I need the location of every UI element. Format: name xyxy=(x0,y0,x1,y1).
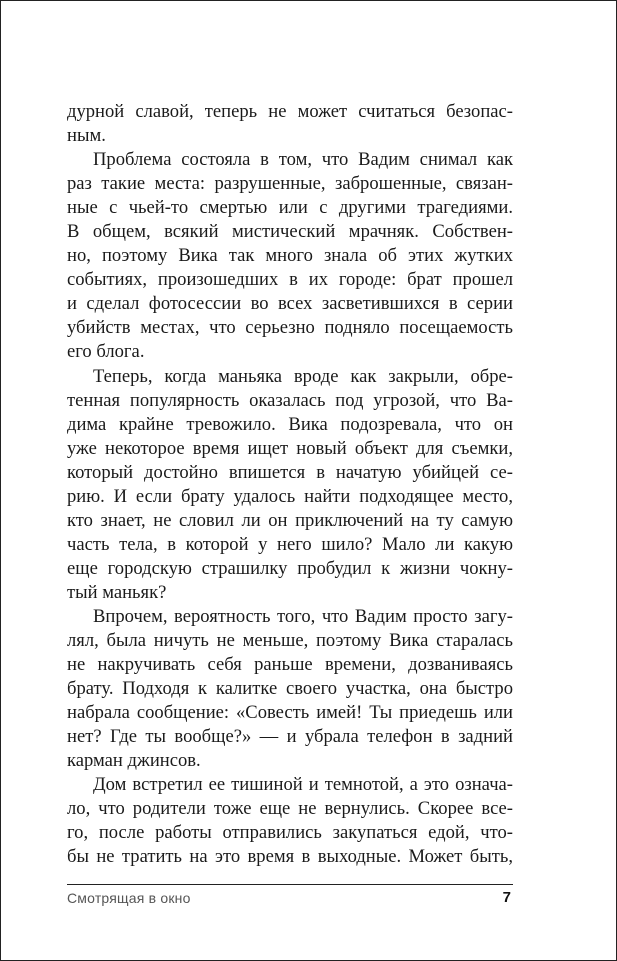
text-line: не накручивать себя раньше времени, дозваниваясь xyxy=(67,654,513,676)
text-line: рию. И если брату удалось найти подходящее место, xyxy=(67,485,513,507)
text-line: но, поэтому Вика так много знала об этих жутких xyxy=(67,245,513,267)
text-line: ные с чьей-то смертью или с другими трагедиями. xyxy=(67,197,513,219)
paragraph xyxy=(67,605,513,773)
paragraph xyxy=(67,773,513,869)
paragraph xyxy=(67,148,513,364)
text-line: набрала сообщение: «Совесть имей! Ты приедешь или xyxy=(67,702,513,724)
text-line: убийств местах, что серьезно подняло посещаемость xyxy=(67,317,513,339)
text-line: уже некоторое время ищет новый объект для съемки, xyxy=(67,437,513,459)
text-line: дурной славой, теперь не может считаться безопас- xyxy=(67,101,513,122)
text-line: Теперь, когда маньяка вроде как закрыли, обре- xyxy=(93,365,513,387)
text-line: тый маньяк? xyxy=(67,581,167,603)
text-line: его блога. xyxy=(67,341,145,363)
text-line: ным. xyxy=(67,125,106,147)
paragraph xyxy=(67,365,513,605)
page-number: 7 xyxy=(502,889,511,906)
text-line: еще городскую страшилку пробудил к жизни чокну- xyxy=(67,557,513,579)
text-line: дима крайне тревожило. Вика подозревала, что он xyxy=(67,413,513,435)
text-line: Дом встретил ее тишиной и темнотой, а это означа- xyxy=(93,774,513,796)
text-line: ло, что родители тоже еще не вернулись. Скорее все- xyxy=(67,798,513,820)
running-title: Смотрящая в окно xyxy=(67,890,191,906)
text-line: бы не тратить на это время в выходные. Может быть, xyxy=(67,846,513,868)
text-line: кто знает, не словил ли он приключений на ту самую xyxy=(67,509,513,531)
text-line: тенная популярность оказалась под угрозой, что Ва- xyxy=(67,389,513,411)
body-text xyxy=(67,100,513,870)
text-line: В общем, всякий мистический мрачняк. Собствен- xyxy=(67,221,513,243)
text-line: событиях, произошедших в их городе: брат прошел xyxy=(67,269,513,291)
text-line: Проблема состояла в том, что Вадим снимал как xyxy=(93,149,513,171)
footer-rule xyxy=(67,884,513,885)
paragraph xyxy=(67,100,513,148)
text-line: раз такие места: разрушенные, заброшенные, связан- xyxy=(67,173,513,195)
text-line: который достойно впишется в начатую убийцей се- xyxy=(67,461,513,483)
text-line: часть тела, в которой у него шило? Мало ли какую xyxy=(67,533,513,555)
text-line: нет? Где ты вообще?» — и убрала телефон в задний xyxy=(67,726,513,748)
text-line: брату. Подходя к калитке своего участка, она быстро xyxy=(67,678,513,700)
text-line: Впрочем, вероятность того, что Вадим просто загу- xyxy=(93,605,513,627)
text-line: го, после работы отправились закупаться едой, что- xyxy=(67,822,513,844)
text-line: и сделал фотосессии во всех засветившихся в серии xyxy=(67,293,513,315)
text-line: лял, была ничуть не меньше, поэтому Вика старалась xyxy=(67,630,513,652)
text-line: карман джинсов. xyxy=(67,750,201,772)
